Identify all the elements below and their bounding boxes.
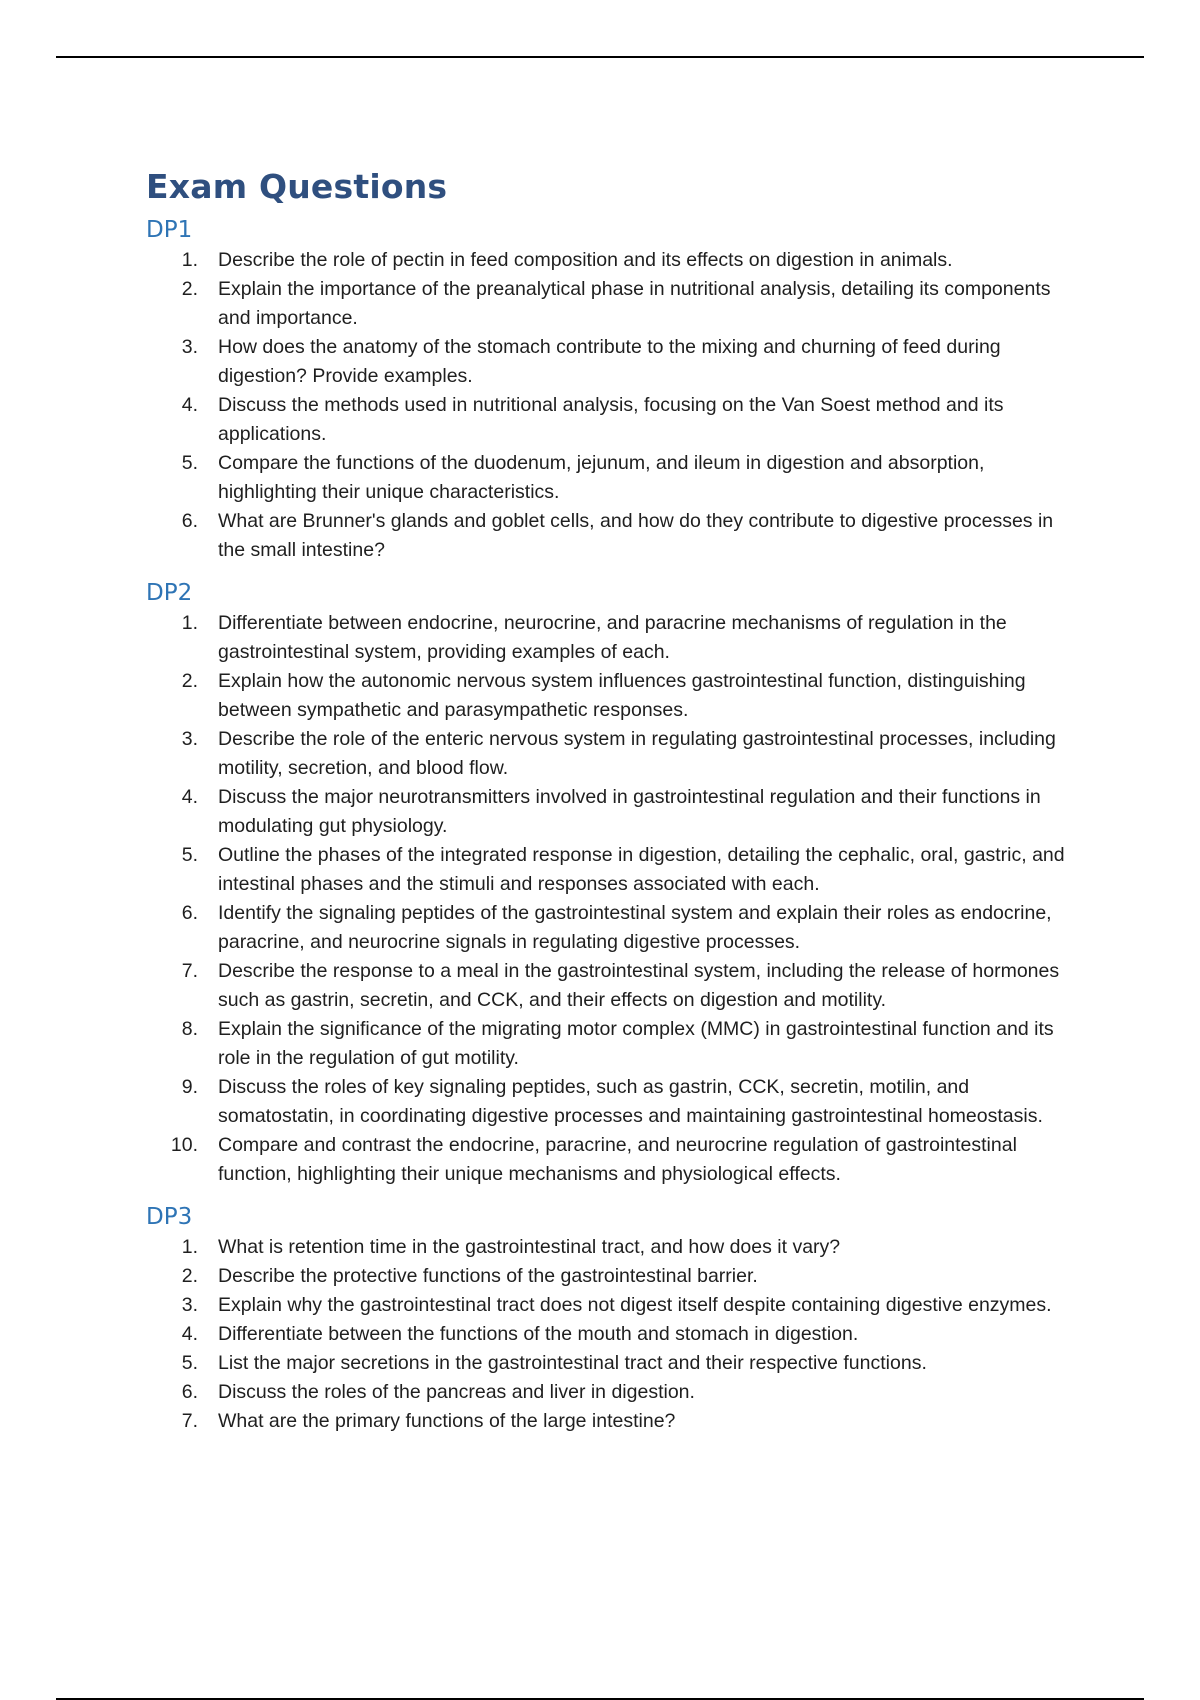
question-text: Discuss the major neurotransmitters involved in gastrointestinal regulation and their functions in modulating gut physiology. xyxy=(218,786,1041,837)
question-text: Explain the importance of the preanalytical phase in nutritional analysis, detailing its components and importance. xyxy=(218,278,1051,329)
section-heading: DP3 xyxy=(146,1204,193,1230)
question-list xyxy=(146,1233,1066,1436)
question-item xyxy=(146,1073,1066,1131)
question-number: 6. xyxy=(181,510,198,532)
question-number: 5. xyxy=(181,1352,198,1374)
question-text: Differentiate between the functions of the mouth and stomach in digestion. xyxy=(218,1323,859,1345)
question-number: 8. xyxy=(181,1018,198,1040)
question-text: Discuss the methods used in nutritional analysis, focusing on the Van Soest method and its applications. xyxy=(218,394,1004,445)
section-dp1 xyxy=(146,214,1066,565)
question-number: 4. xyxy=(181,1323,198,1345)
question-text: How does the anatomy of the stomach contribute to the mixing and churning of feed during digestion? Provide examples. xyxy=(218,336,1001,387)
question-text: Outline the phases of the integrated response in digestion, detailing the cephalic, oral, gastric, and intestinal phases and the stimuli and responses associated with each. xyxy=(218,844,1065,895)
question-number: 4. xyxy=(181,394,198,416)
question-text: What are Brunner's glands and goblet cells, and how do they contribute to digestive processes in the small intestine? xyxy=(218,510,1054,561)
question-text: Compare the functions of the duodenum, jejunum, and ileum in digestion and absorption, highlighting their unique characteristics. xyxy=(218,452,985,503)
question-text: Explain how the autonomic nervous system influences gastrointestinal function, distinguishing between sympathetic and parasympathetic responses. xyxy=(218,670,1026,721)
question-number: 9. xyxy=(181,1076,198,1098)
question-number: 3. xyxy=(181,1294,198,1316)
question-item xyxy=(146,1349,1066,1378)
question-number: 6. xyxy=(181,902,198,924)
question-item xyxy=(146,609,1066,667)
question-item xyxy=(146,1233,1066,1262)
question-number: 7. xyxy=(181,960,198,982)
question-item xyxy=(146,1015,1066,1073)
question-text: Differentiate between endocrine, neurocrine, and paracrine mechanisms of regulation in the gastrointestinal system, providing examples of each. xyxy=(218,612,1007,663)
question-number: 3. xyxy=(181,336,198,358)
question-number: 2. xyxy=(181,670,198,692)
document-title: Exam Questions xyxy=(146,167,448,206)
question-number: 1. xyxy=(181,249,198,271)
question-number: 1. xyxy=(181,612,198,634)
question-text: Identify the signaling peptides of the gastrointestinal system and explain their roles as endocrine, paracrine, and neurocrine signals in regulating digestive processes. xyxy=(218,902,1052,953)
question-number: 6. xyxy=(181,1381,198,1403)
question-text: Describe the protective functions of the gastrointestinal barrier. xyxy=(218,1265,758,1287)
question-item xyxy=(146,1378,1066,1407)
question-item xyxy=(146,449,1066,507)
question-item xyxy=(146,957,1066,1015)
document-body xyxy=(146,160,1066,1436)
question-text: Compare and contrast the endocrine, paracrine, and neurocrine regulation of gastrointestinal function, highlighting their unique mechanisms and physiological effects. xyxy=(218,1134,1017,1185)
question-item xyxy=(146,783,1066,841)
question-number: 2. xyxy=(181,278,198,300)
question-item xyxy=(146,1320,1066,1349)
question-item xyxy=(146,507,1066,565)
question-number: 5. xyxy=(181,452,198,474)
question-item xyxy=(146,725,1066,783)
sections-container xyxy=(146,214,1066,1436)
question-number: 7. xyxy=(181,1410,198,1432)
question-number: 5. xyxy=(181,844,198,866)
question-list xyxy=(146,609,1066,1189)
section-heading: DP2 xyxy=(146,580,193,606)
question-text: What is retention time in the gastrointestinal tract, and how does it vary? xyxy=(218,1236,841,1258)
question-text: List the major secretions in the gastrointestinal tract and their respective functions. xyxy=(218,1352,927,1374)
question-item xyxy=(146,899,1066,957)
question-item xyxy=(146,391,1066,449)
question-text: Describe the role of pectin in feed composition and its effects on digestion in animals. xyxy=(218,249,953,271)
section-dp2 xyxy=(146,577,1066,1189)
question-item xyxy=(146,1407,1066,1436)
question-text: Discuss the roles of key signaling peptides, such as gastrin, CCK, secretin, motilin, and somatostatin, in coordinating digestive processes and maintaining gastrointestinal homeostasis. xyxy=(218,1076,1043,1127)
question-item xyxy=(146,333,1066,391)
question-text: Describe the response to a meal in the gastrointestinal system, including the release of hormones such as gastrin, secretin, and CCK, and their effects on digestion and motility. xyxy=(218,960,1060,1011)
question-text: Discuss the roles of the pancreas and liver in digestion. xyxy=(218,1381,695,1403)
question-text: Explain the significance of the migrating motor complex (MMC) in gastrointestinal function and its role in the regulation of gut motility. xyxy=(218,1018,1054,1069)
question-number: 1. xyxy=(181,1236,198,1258)
section-heading: DP1 xyxy=(146,217,193,243)
question-item xyxy=(146,1131,1066,1189)
question-text: Describe the role of the enteric nervous system in regulating gastrointestinal processes, including motility, secretion, and blood flow. xyxy=(218,728,1056,779)
question-item xyxy=(146,275,1066,333)
question-number: 10. xyxy=(170,1134,198,1156)
question-number: 3. xyxy=(181,728,198,750)
question-item xyxy=(146,841,1066,899)
question-text: What are the primary functions of the large intestine? xyxy=(218,1410,676,1432)
section-dp3 xyxy=(146,1201,1066,1436)
question-item xyxy=(146,667,1066,725)
question-item xyxy=(146,1291,1066,1320)
question-item xyxy=(146,246,1066,275)
question-list xyxy=(146,246,1066,565)
question-number: 4. xyxy=(181,786,198,808)
question-text: Explain why the gastrointestinal tract does not digest itself despite containing digestive enzymes. xyxy=(218,1294,1052,1316)
question-item xyxy=(146,1262,1066,1291)
question-number: 2. xyxy=(181,1265,198,1287)
header-rule xyxy=(56,56,1144,58)
